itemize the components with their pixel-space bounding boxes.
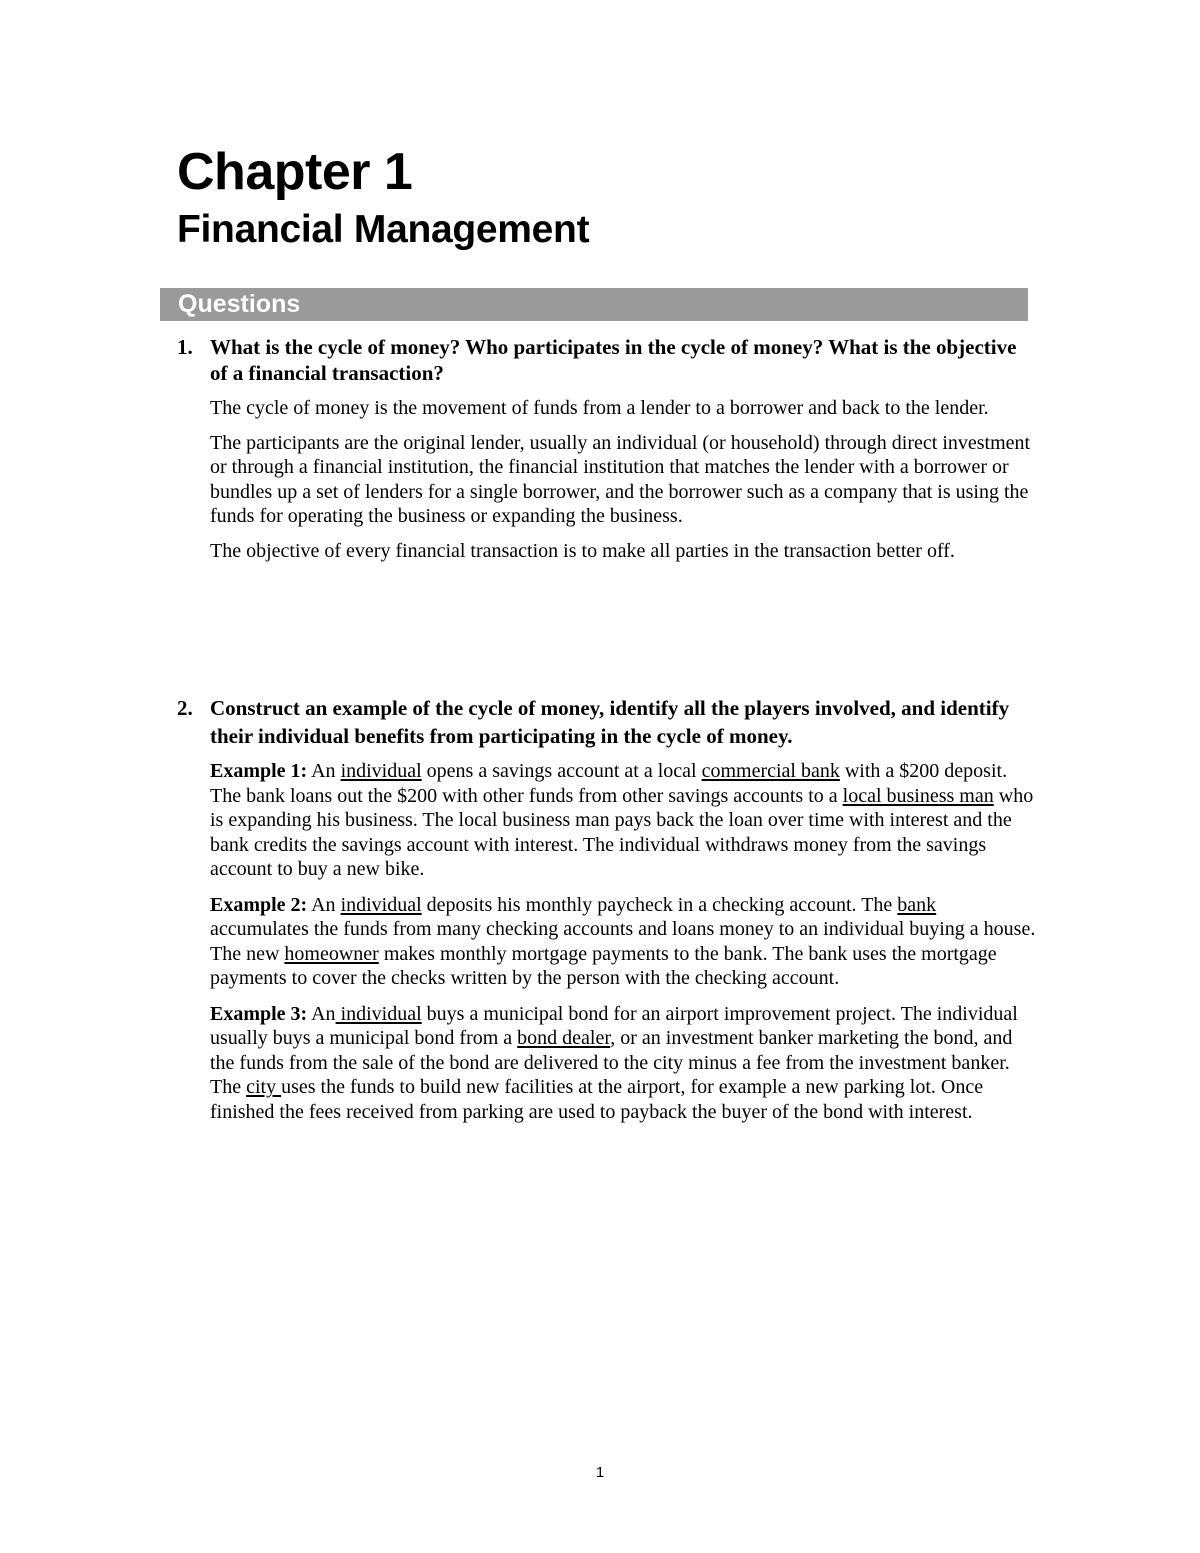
answer-paragraph: The objective of every financial transaction is to make all parties in the transaction better off. [210,539,955,562]
question-number: 2. [177,696,193,720]
underlined-term: commercial bank [701,760,840,782]
example-text: with a $200 deposit. The bank loans out the $200 with other funds from other savings accounts to a [210,760,1008,807]
chapter-subtitle: Financial Management [177,208,590,251]
underlined-term: individual [340,760,422,782]
underlined-term: bond dealer [517,1027,611,1049]
question-1 [177,334,1037,563]
answer-paragraph: The participants are the original lender, usually an individual (or household) through direct investment or through a financial institution, the financial institution that matches the lender with a borrower or bundles up a set of lenders for a single borrower, and the borrower such as a company that is using the funds for operating the business or expanding the business. [210,431,1031,527]
question-text: Construct an example of the cycle of money, identify all the players involved, and identify their individual benefits from participating in the cycle of money. [210,696,1010,748]
example-text: accumulates the funds from many checking accounts and loans money to an individual buying a house. The new [210,918,1036,965]
question-2 [177,694,1037,1124]
example-text: uses the funds to build new facilities at the airport, for example a new parking lot. Once finished the fees received from parking are used to payback the buyer of the bond with interest. [210,1076,984,1123]
underlined-term: individual [335,1002,422,1025]
underlined-term: city [246,1076,282,1098]
chapter-title: Chapter 1 [177,143,413,201]
question-number: 1. [177,335,193,359]
example-text: deposits his monthly paycheck in a checking account. The [421,893,898,916]
example-paragraph [210,893,1037,991]
answer-block [210,759,1037,1124]
example-text: buys a municipal bond for an airport improvement project. The individual usually buys a municipal bond from a [210,1002,1018,1049]
section-header-label: Questions [178,290,301,318]
example-label: Example 3: [210,1002,308,1025]
underlined-term: local business man [842,784,994,807]
example-paragraph [210,759,1037,882]
question-heading [177,334,1037,386]
example-label: Example 1: [210,760,308,782]
underlined-term: individual [340,893,422,916]
example-text: , or an investment banker marketing the bond, and the funds from the sale of the bond are delivered to the city minus a fee from the investment banker. The [210,1027,1013,1098]
example-label: Example 2: [210,893,308,916]
example-text: An [307,760,341,782]
page-number: 1 [595,1464,605,1481]
answer-block [210,396,1037,563]
example-text: An [307,893,341,916]
section-header-bar [160,288,1028,321]
example-paragraph [210,1002,1037,1125]
underlined-term: bank [897,893,937,916]
underlined-term: homeowner [284,942,379,965]
example-text: opens a savings account at a local [421,760,702,782]
example-text: An [307,1002,336,1025]
answer-paragraph: The cycle of money is the movement of funds from a lender to a borrower and back to the lender. [210,397,989,419]
example-text: makes monthly mortgage payments to the bank. The bank uses the mortgage payments to cover the checks written by the person with the checking account. [210,942,997,989]
question-heading [177,694,1037,750]
question-text: What is the cycle of money? Who participates in the cycle of money? What is the objective of a financial transaction? [210,335,1017,385]
example-text: who is expanding his business. The local business man pays back the loan over time with interest and the bank credits the savings account with interest. The individual withdraws money from the savings account to buy a new bike. [210,784,1034,880]
